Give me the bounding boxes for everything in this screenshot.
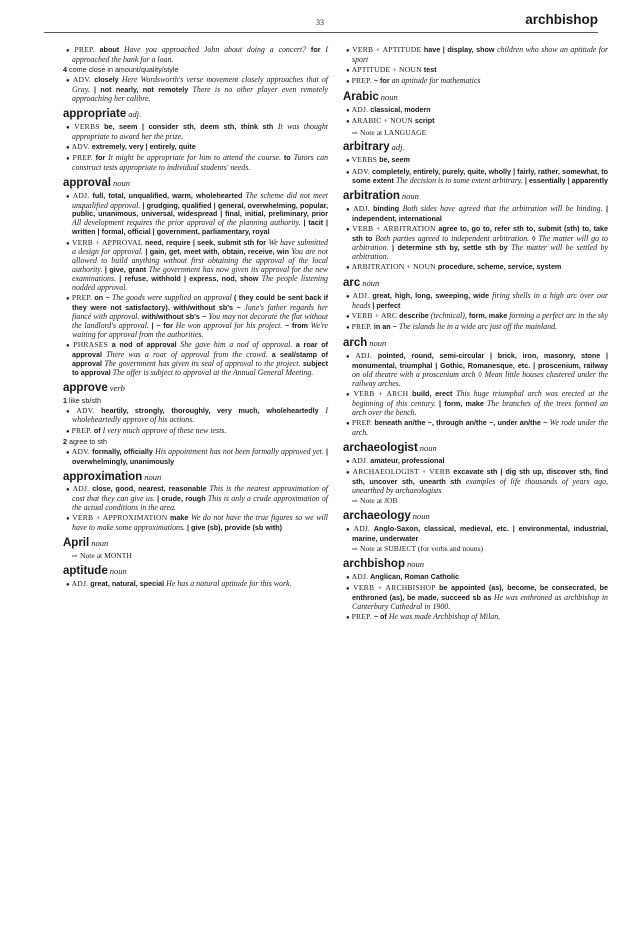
collocate: | give, grant	[104, 265, 149, 275]
grammar-label: ADJ.	[355, 351, 372, 361]
bullet-icon: ●	[346, 108, 350, 115]
bullet-icon: ●	[346, 574, 350, 581]
headword: archbishop	[343, 557, 405, 570]
collocate: great, high, long, sweeping, wide	[369, 291, 493, 301]
bullet-icon: ●	[346, 314, 350, 321]
headword-line	[63, 567, 328, 577]
collocate: binding	[369, 204, 403, 214]
grammar-label: PREP.	[72, 152, 93, 162]
collocation-line	[343, 205, 608, 224]
cross-reference-note	[343, 497, 608, 506]
part-of-speech: noun	[406, 558, 424, 569]
example-text: The decision is to some extent arbitrary.	[395, 176, 525, 186]
bullet-icon: ●	[346, 392, 352, 399]
bullet-icon: ●	[66, 428, 70, 435]
collocate: | grudging, qualified | general, overwhelming, popular, public, unanimous, universal, widespread | final, initial, preliminary, prior	[72, 200, 329, 219]
bullet-icon: ●	[66, 78, 71, 85]
example-text: It was thought appropriate to award her the prize.	[72, 121, 329, 141]
example-text: on old theatre with a proscenium arch ◊ Mean little houses clustered under the railway arches.	[352, 370, 608, 388]
example-text: The branches of the trees formed an arch over the bench.	[352, 399, 608, 417]
sense-definition: agree to sth	[69, 436, 107, 446]
collocation-line	[343, 225, 608, 262]
collocation-line	[63, 143, 328, 153]
arrow-icon: ⇨	[72, 551, 79, 561]
collocate: | crude, rough	[157, 494, 208, 504]
collocate: be appointed (as), become, be consecrated, be enthroned (as), be made, succeed sb as	[352, 583, 609, 602]
collocation-line	[63, 294, 328, 340]
headword-line	[63, 381, 328, 394]
example-text: Have you approached John about doing a concert?	[123, 45, 311, 54]
collocation-line	[343, 292, 608, 311]
collocation-line	[343, 156, 608, 166]
grammar-label: ADV.	[72, 75, 92, 85]
grammar-label: ARCHAEOLOGIST + VERB	[352, 467, 451, 477]
example-text: His appointment has not been formally approved yet.	[155, 446, 326, 456]
headword: arbitrary	[343, 141, 390, 154]
collocation-line	[343, 106, 608, 116]
collocation-line	[343, 77, 608, 87]
bullet-icon: ●	[66, 487, 71, 494]
part-of-speech: noun	[419, 442, 437, 453]
collocation-line	[343, 457, 608, 467]
example-text: I very much approve of these new tests.	[102, 425, 227, 435]
bullet-icon: ●	[346, 158, 350, 165]
grammar-label: VERB + ARBITRATION	[352, 224, 436, 234]
grammar-label: APTITUDE + NOUN	[351, 65, 422, 75]
bullet-icon: ●	[346, 325, 350, 332]
example-text: examples of life thousands of years ago, unearthed by archaeologists	[352, 477, 608, 495]
collocation-line	[63, 341, 328, 378]
part-of-speech: noun	[412, 511, 430, 522]
example-text: firing shells in a high arc over our heads	[352, 291, 609, 311]
grammar-label: VERB + APPROVAL	[71, 237, 143, 247]
part-of-speech: verb	[109, 382, 125, 393]
collocation-line	[343, 390, 608, 418]
example-text: He won approval for his project.	[175, 320, 285, 330]
collocation-line	[63, 154, 328, 173]
example-text: The matter will go to arbitration.	[352, 234, 608, 253]
grammar-label: VERB + APTITUDE	[352, 45, 422, 54]
bullet-icon: ●	[346, 119, 350, 126]
example-text: June's father regards her fiancé with approval.	[72, 303, 328, 322]
example-text: Both sides have agreed that the arbitration will be binding.	[402, 204, 606, 214]
grammar-label: ADJ.	[351, 455, 369, 465]
headword: April	[63, 537, 90, 550]
bullet-icon: ●	[346, 421, 350, 428]
headword: appropriate	[63, 107, 127, 120]
grammar-label: ADV.	[351, 166, 370, 176]
collocate: classical, modern	[368, 105, 431, 115]
bullet-icon: ●	[346, 79, 350, 86]
collocate: ~ for	[371, 76, 392, 86]
bullet-icon: ●	[66, 240, 70, 247]
collocation-line	[343, 312, 608, 322]
example-text: We rode under the arch.	[352, 418, 608, 438]
right-column	[343, 46, 608, 624]
grammar-label: ADV.	[76, 405, 95, 415]
example-text: There was a roar of approval from the crowd.	[106, 349, 272, 359]
collocate: | perfect	[372, 301, 401, 311]
collocate: close, good, nearest, reasonable	[89, 484, 210, 494]
bullet-icon: ●	[66, 155, 71, 162]
grammar-label: ADJ.	[72, 190, 90, 200]
example-text: The scheme did not meet unqualified approval.	[72, 190, 328, 210]
bullet-icon: ●	[66, 581, 70, 588]
collocation-line	[343, 168, 608, 187]
example-text: The islands lie in a wide arc just off the mainland.	[398, 322, 557, 332]
collocate: about	[94, 45, 124, 54]
headword-line	[343, 93, 608, 103]
collocation-line	[63, 407, 328, 426]
collocate: ~ of	[371, 612, 389, 622]
sense-number: 2	[63, 436, 67, 446]
headword-line	[343, 143, 608, 153]
collocate: test	[421, 65, 437, 75]
collocate: completely, entirely, purely, quite, wholly | fairly, rather, somewhat, to some extent	[352, 166, 609, 186]
collocate: formally, officially	[89, 446, 156, 456]
grammar-label: ADJ.	[72, 484, 90, 494]
example-text: This huge triumphal arch was erected at the beginning of this century.	[352, 389, 608, 409]
part-of-speech: adj.	[391, 142, 405, 153]
bullet-icon: ●	[346, 207, 352, 214]
collocation-line	[343, 323, 608, 333]
part-of-speech: noun	[112, 177, 130, 188]
sense-definition: come close in amount/quality/style	[69, 65, 179, 75]
collocate: | tacit | written | formal, official | government, parliamentary, royal	[72, 218, 328, 237]
bullet-icon: ●	[346, 227, 351, 234]
grammar-label: PHRASES	[73, 340, 109, 350]
collocate: for	[310, 45, 326, 54]
collocation-line	[63, 485, 328, 513]
bullet-icon: ●	[66, 124, 73, 131]
collocation-line	[63, 448, 328, 467]
collocation-line	[343, 352, 608, 389]
collocate: heartily, strongly, thoroughly, very much, wholeheartedly	[94, 405, 326, 415]
collocate: | gain, get, meet with, obtain, receive, win	[145, 247, 292, 257]
sense-number: 4	[63, 65, 67, 75]
bullet-icon: ●	[346, 470, 351, 477]
collocate: closely	[91, 75, 122, 85]
grammar-label: PREP.	[74, 45, 95, 54]
bullet-icon: ●	[66, 408, 75, 415]
example-text: You may not decorate the flat without the landlord's approval.	[72, 312, 328, 330]
grammar-label: ADJ.	[353, 204, 370, 214]
headword: approximation	[63, 470, 143, 483]
collocate: ( they could be sent back if they were not satisfactory). with/without sb's ~	[72, 293, 328, 313]
grammar-label: VERB + ARCHBISHOP	[353, 583, 436, 593]
headword-line	[343, 339, 608, 349]
part-of-speech: noun	[144, 471, 162, 482]
headword-line	[63, 176, 328, 189]
collocation-line	[63, 239, 328, 293]
collocation-line	[63, 514, 328, 533]
part-of-speech: noun	[369, 338, 387, 349]
collocation-line	[343, 584, 608, 612]
collocate: excavate sth | dig sth up, discover sth, find sth, uncover sth, unearth sth	[352, 467, 608, 486]
grammar-label: ARBITRATION + NOUN	[351, 262, 436, 272]
example-text: Here Wordsworth's verse movement closely approaches that of Gray.	[72, 75, 328, 94]
grammar-label: PREP.	[351, 322, 372, 332]
grammar-label: ADJ.	[353, 523, 371, 533]
headword-line	[63, 470, 328, 483]
headword-line	[343, 512, 608, 522]
bullet-icon: ●	[346, 526, 352, 533]
example-text: We have submitted a design for approval.	[72, 237, 328, 257]
example-text: This is the nearest approximation of cost that they can give us.	[72, 484, 328, 504]
grammar-label: PREP.	[351, 612, 372, 622]
headword-line	[63, 107, 328, 120]
collocate: amateur, professional	[368, 455, 445, 465]
note-text: Note at MONTH	[80, 551, 132, 561]
example-text: I approached the bank for a loan.	[72, 45, 328, 64]
example-text: This is only a crude approximation of the actual conditions in the area.	[72, 494, 328, 513]
cross-reference-note	[63, 552, 328, 561]
headword-line	[343, 192, 608, 202]
collocate: procedure, scheme, service, system	[435, 262, 562, 272]
left-column	[63, 46, 328, 591]
collocate: | determine sth by, settle sth by	[392, 243, 512, 253]
bullet-icon: ●	[346, 265, 350, 272]
arrow-icon: ⇨	[352, 127, 359, 137]
grammar-label: VERB + APPROXIMATION	[72, 513, 168, 523]
grammar-label: VERB + ARCH	[353, 389, 409, 399]
headword: Arabic	[343, 91, 379, 104]
example-text: The matter will be settled by arbitration.	[352, 243, 609, 262]
running-head: archbishop	[525, 12, 598, 27]
collocation-line	[63, 123, 328, 142]
example-text: forming a perfect arc in the sky	[509, 311, 608, 321]
cross-reference-note	[343, 545, 608, 554]
grammar-label: ADV.	[71, 446, 90, 456]
grammar-label: VERBS	[351, 155, 378, 165]
collocate: | essentially | apparently	[524, 176, 608, 186]
part-of-speech: noun	[91, 538, 109, 549]
collocate: for	[92, 152, 109, 162]
bullet-icon: ●	[346, 169, 350, 176]
grammar-label: ARABIC + NOUN	[351, 116, 413, 126]
collocate: ◊	[531, 234, 539, 244]
collocate: need, require | seek, submit sth for	[142, 237, 269, 247]
collocation-line	[343, 613, 608, 623]
collocate: subject to approval	[72, 358, 328, 377]
collocation-line	[63, 46, 328, 65]
collocation-line	[63, 192, 328, 238]
collocate: Anglo-Saxon, classical, medieval, etc. | environmental, industrial, marine, underwater	[352, 523, 608, 543]
sense-line	[63, 397, 328, 406]
headword-line	[343, 279, 608, 289]
collocate: | ~ for	[151, 320, 176, 330]
collocation-line	[63, 76, 328, 104]
grammar-label: ADV.	[71, 141, 90, 151]
part-of-speech: noun	[401, 191, 419, 202]
header-rule	[44, 32, 598, 33]
headword: approve	[63, 381, 108, 394]
example-text: Tutors can construct tests appropriate to individual students' needs.	[72, 152, 329, 172]
bullet-icon: ●	[346, 48, 351, 54]
sense-line	[63, 438, 328, 447]
collocate: a roar of approval	[72, 340, 328, 359]
collocation-line	[63, 427, 328, 437]
part-of-speech: noun	[362, 278, 380, 289]
bullet-icon: ●	[346, 294, 351, 301]
example-text: The goods were supplied on approval	[111, 293, 235, 303]
bullet-icon: ●	[66, 516, 71, 523]
example-text: We're waiting for approval from the authorities.	[72, 320, 328, 339]
note-text: Note at LANGUAGE	[360, 127, 427, 137]
example-text: He was made Archbishop of Milan.	[388, 612, 501, 622]
collocate: full, total, unqualified, warm, wholehearted	[89, 190, 246, 200]
collocate: of	[91, 425, 103, 435]
collocate: Anglican, Roman Catholic	[368, 571, 460, 581]
headword: aptitude	[63, 565, 108, 578]
headword: approval	[63, 176, 111, 189]
collocate: describe	[397, 311, 431, 321]
grammar-label: PREP.	[351, 76, 372, 86]
sense-definition: like sb/sth	[69, 395, 101, 405]
bullet-icon: ●	[346, 354, 354, 361]
example-text: The government has now given its approval for the new examinations.	[72, 265, 328, 284]
collocate: a nod of approval	[108, 340, 181, 350]
bullet-icon: ●	[66, 296, 70, 303]
collocate: beneath an/the ~, through an/the ~, under an/the ~	[372, 418, 550, 428]
collocate: be, seem | consider sth, deem sth, think sth	[99, 121, 278, 131]
collocation-line	[63, 580, 328, 590]
collocate: | refuse, withhold | express, nod, show	[119, 274, 262, 284]
grammar-label: PREP.	[71, 293, 93, 303]
note-text: Note at SUBJECT (for verbs and nouns)	[360, 544, 484, 554]
example-text: children who show an aptitude for sport	[352, 45, 609, 64]
part-of-speech: adj.	[128, 108, 142, 119]
grammar-label: PREP.	[71, 425, 92, 435]
grammar-label: VERBS	[74, 121, 100, 131]
headword: arch	[343, 337, 368, 350]
collocate: | not nearly, not remotely	[94, 84, 193, 94]
example-text: She gave him a nod of approval.	[180, 340, 296, 350]
collocate: with/without sb's ~	[141, 312, 209, 322]
example-text: There is no other player even remotely approaching her calibre.	[72, 84, 328, 103]
grammar-label: VERB + ARC	[351, 311, 398, 321]
headword-line	[63, 539, 328, 549]
example-text: I wholeheartedly approve of his actions.	[72, 405, 329, 425]
collocate: great, natural, special	[88, 578, 167, 588]
part-of-speech: noun	[380, 92, 398, 103]
example-text: We do not have the true figures so we will have to make some approximations.	[72, 513, 328, 533]
collocate: form, make	[468, 311, 510, 321]
collocate: | form, make	[439, 399, 488, 409]
collocate: in an ~	[371, 322, 399, 332]
arrow-icon: ⇨	[352, 544, 359, 554]
headword: arc	[343, 277, 361, 290]
example-text: (technical),	[430, 311, 469, 321]
bullet-icon: ●	[66, 48, 73, 54]
collocate: | independent, international	[352, 204, 608, 224]
collocation-line	[343, 46, 608, 65]
bullet-icon: ●	[346, 615, 350, 622]
collocate: ~ from	[285, 320, 311, 330]
collocate: pointed, round, semi-circular | brick, iron, masonry, stone | monumental, triumphal | Gothic, Romanesque, etc. | proscenium, railway	[352, 351, 609, 371]
collocate: a seal/stamp of approval	[72, 349, 328, 368]
bullet-icon: ●	[346, 458, 350, 465]
collocate: extremely, very | entirely, quite	[89, 141, 196, 151]
collocate: | give (sb), provide (sb with)	[186, 523, 283, 533]
example-text: Both parties agreed to independent arbitration.	[375, 234, 532, 244]
headword: archaeology	[343, 510, 411, 523]
headword: arbitration	[343, 190, 400, 203]
headword-line	[343, 441, 608, 454]
bullet-icon: ●	[66, 144, 70, 151]
collocate: script	[412, 116, 435, 126]
example-text: The government has given its seal of approval to the project.	[104, 358, 303, 368]
collocation-line	[343, 525, 608, 544]
headword-line	[343, 557, 608, 570]
example-text: He was enthroned as archbishop in Canterbury Cathedral in 1900.	[352, 592, 608, 611]
collocation-line	[343, 573, 608, 583]
collocate: have | display, show	[421, 45, 498, 54]
arrow-icon: ⇨	[352, 496, 359, 506]
example-text: He has a natural aptitude for this work.	[166, 578, 292, 588]
collocate: be, seem	[377, 155, 410, 165]
grammar-label: ADJ.	[351, 571, 369, 581]
collocate: build, erect	[408, 389, 457, 399]
part-of-speech: noun	[109, 566, 127, 577]
collocate: make	[167, 513, 191, 523]
collocation-line	[343, 263, 608, 273]
bullet-icon: ●	[66, 193, 71, 200]
collocate: to	[283, 152, 294, 162]
bullet-icon: ●	[66, 343, 72, 350]
sense-line	[63, 66, 328, 75]
example-text: The offer is subject to approval at the Annual General Meeting.	[112, 367, 314, 377]
collocate: | overwhelmingly, unanimously	[72, 446, 328, 466]
bullet-icon: ●	[346, 586, 352, 593]
grammar-label: ADJ.	[351, 105, 369, 115]
grammar-label: ADJ.	[352, 291, 370, 301]
example-text: The people listening nodded approval.	[72, 274, 328, 293]
cross-reference-note	[343, 129, 608, 138]
collocate: agree to, go to, refer sth to, submit (sth) to, take sth to	[352, 224, 609, 244]
collocation-line	[343, 66, 608, 76]
page-number: 33	[316, 18, 324, 27]
collocation-line	[343, 468, 608, 496]
bullet-icon: ●	[346, 68, 350, 75]
example-text: an aptitude for mathematics	[391, 76, 481, 86]
example-text: It might be appropriate for him to attend the course.	[108, 152, 284, 162]
bullet-icon: ●	[66, 449, 70, 456]
example-text: You are not allowed to build anything without first obtaining the approval of the local authority.	[72, 247, 328, 275]
note-text: Note at JOB	[360, 496, 398, 506]
grammar-label: ADJ.	[71, 578, 89, 588]
headword: archaeologist	[343, 441, 418, 454]
grammar-label: PREP.	[351, 418, 373, 428]
example-text: All development requires the prior approval of the planning authority.	[72, 218, 304, 228]
collocation-line	[343, 419, 608, 438]
collocation-line	[343, 117, 608, 127]
collocate: on ~	[92, 293, 112, 303]
sense-number: 1	[63, 395, 67, 405]
